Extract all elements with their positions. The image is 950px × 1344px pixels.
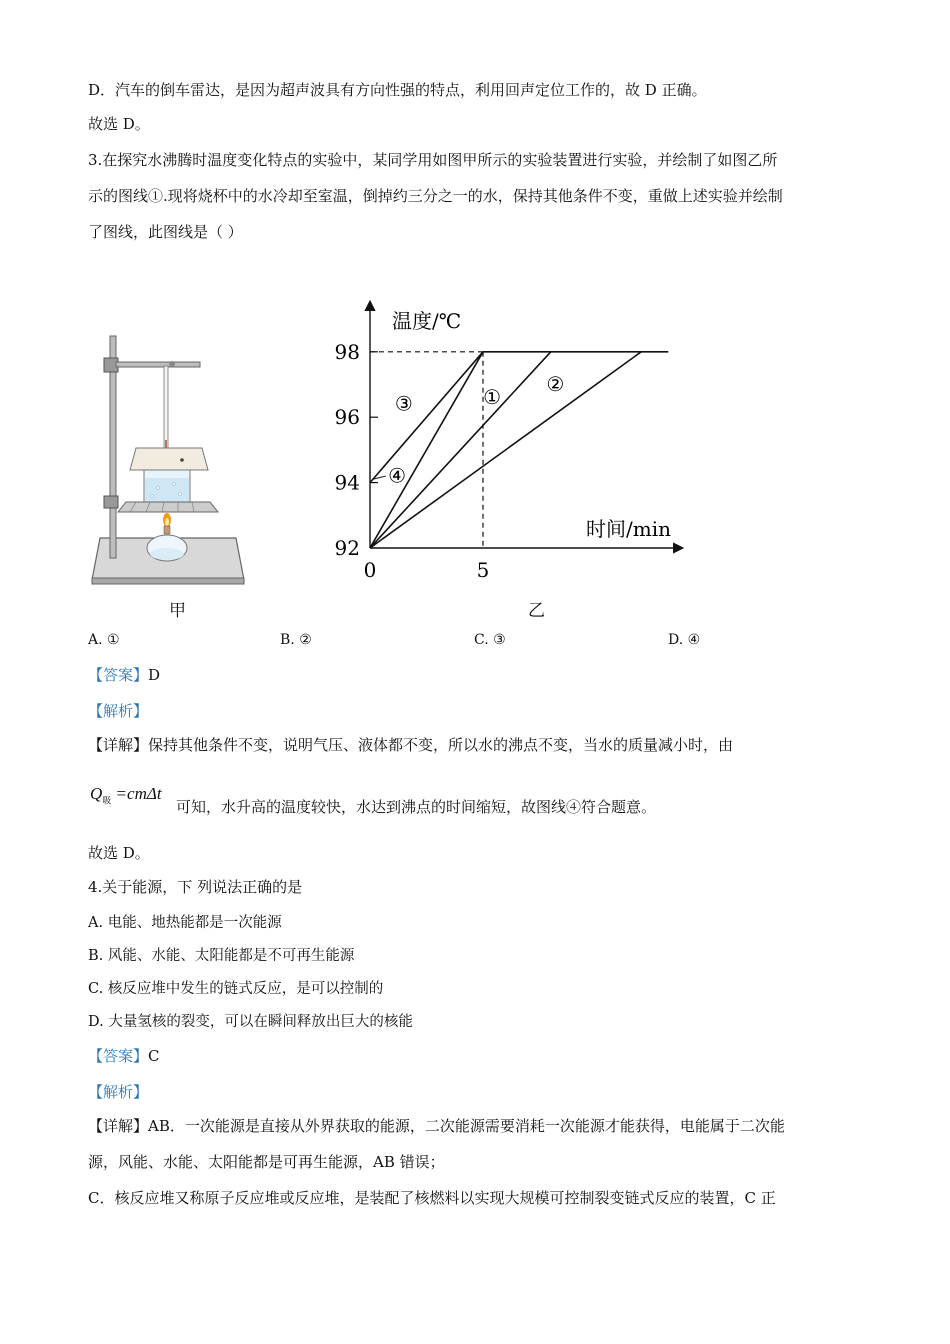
option-d[interactable]: D. ④ [668, 632, 701, 648]
temperature-time-chart [320, 290, 700, 590]
series-label: ③ [394, 391, 413, 416]
analysis-tag: 【解析】 [88, 1083, 149, 1101]
detail-line [88, 1116, 785, 1136]
apparatus-figure [86, 330, 252, 590]
series-label: ② [546, 372, 565, 397]
series-label: ① [483, 385, 502, 410]
answer-value: D [148, 666, 161, 684]
detail-line [88, 735, 733, 755]
q4-option-c[interactable]: C. 核反应堆中发生的链式反应，是可以控制的 [88, 981, 384, 997]
y-tick-label: 98 [334, 339, 360, 364]
answer-tag: 【答案】 [88, 1047, 149, 1065]
heat-formula: $Q_吸 =cm\Delta t$ [90, 784, 162, 806]
option-a[interactable]: A. ① [88, 632, 120, 648]
figure-caption-left: 甲 [169, 601, 186, 621]
option-c[interactable]: C. ③ [474, 632, 506, 648]
question-3-text: 示的图线①.现将烧杯中的水冷却至室温，倒掉约三分之一的水，保持其他条件不变，重做上述实验并绘制 [88, 187, 783, 205]
text-line: D．汽车的倒车雷达，是因为超声波具有方向性强的特点，利用回声定位工作的，故 D 正确。 [88, 81, 707, 99]
q4-option-d[interactable]: D. 大量氢核的裂变，可以在瞬间释放出巨大的核能 [88, 1014, 413, 1030]
figure-caption-right: 乙 [528, 601, 545, 621]
detail-line: 源，风能、水能、太阳能都是可再生能源，AB 错误； [88, 1153, 445, 1171]
x-axis-label: 时间/min [586, 517, 671, 541]
x-tick-label: 0 [363, 558, 377, 582]
answer-line [88, 1046, 160, 1066]
answer-line [88, 665, 160, 685]
analysis-tag: 【解析】 [88, 702, 149, 720]
detail-tag: 【详解】 [88, 736, 149, 754]
detail-line: C．核反应堆又称原子反应堆或反应堆，是装配了核燃料以实现大规模可控制裂变链式反应的装置，C 正 [88, 1189, 776, 1207]
y-axis-label: 温度/℃ [392, 309, 462, 333]
question-3-text: 3.在探究水沸腾时温度变化特点的实验中，某同学用如图甲所示的实验装置进行实验，并绘制了如图乙所 [88, 151, 778, 169]
answer-value: C [148, 1047, 160, 1065]
series-line [370, 352, 483, 548]
y-tick-label: 94 [334, 470, 360, 495]
q4-option-b[interactable]: B. 风能、水能、太阳能都是不可再生能源 [88, 948, 355, 964]
x-tick-label: 5 [476, 558, 490, 582]
question-4-text: 4.关于能源，下 列说法正确的是 [88, 878, 303, 896]
q4-option-a[interactable]: A. 电能、地热能都是一次能源 [88, 915, 282, 931]
text-line: 故选 D。 [88, 115, 150, 133]
y-tick-label: 96 [334, 405, 360, 430]
y-tick-label: 92 [334, 536, 360, 560]
detail-tag: 【详解】 [88, 1117, 149, 1135]
detail-text: 保持其他条件不变，说明气压、液体都不变，所以水的沸点不变，当水的质量减小时，由 [148, 736, 734, 754]
series-line [370, 352, 483, 483]
series-label: ④ [388, 463, 407, 488]
conclusion: 故选 D。 [88, 844, 150, 862]
series-line [370, 352, 551, 548]
question-3-text: 了图线，此图线是（ ） [88, 223, 243, 241]
detail-text: AB．一次能源是直接从外界获取的能源，二次能源需要消耗一次能源才能获得，电能属于二次能 [148, 1117, 785, 1135]
option-b[interactable]: B. ② [280, 632, 312, 648]
answer-tag: 【答案】 [88, 666, 149, 684]
detail-text-cont: 可知，水升高的温度较快，水达到沸点的时间缩短，故图线④符合题意。 [176, 798, 657, 816]
